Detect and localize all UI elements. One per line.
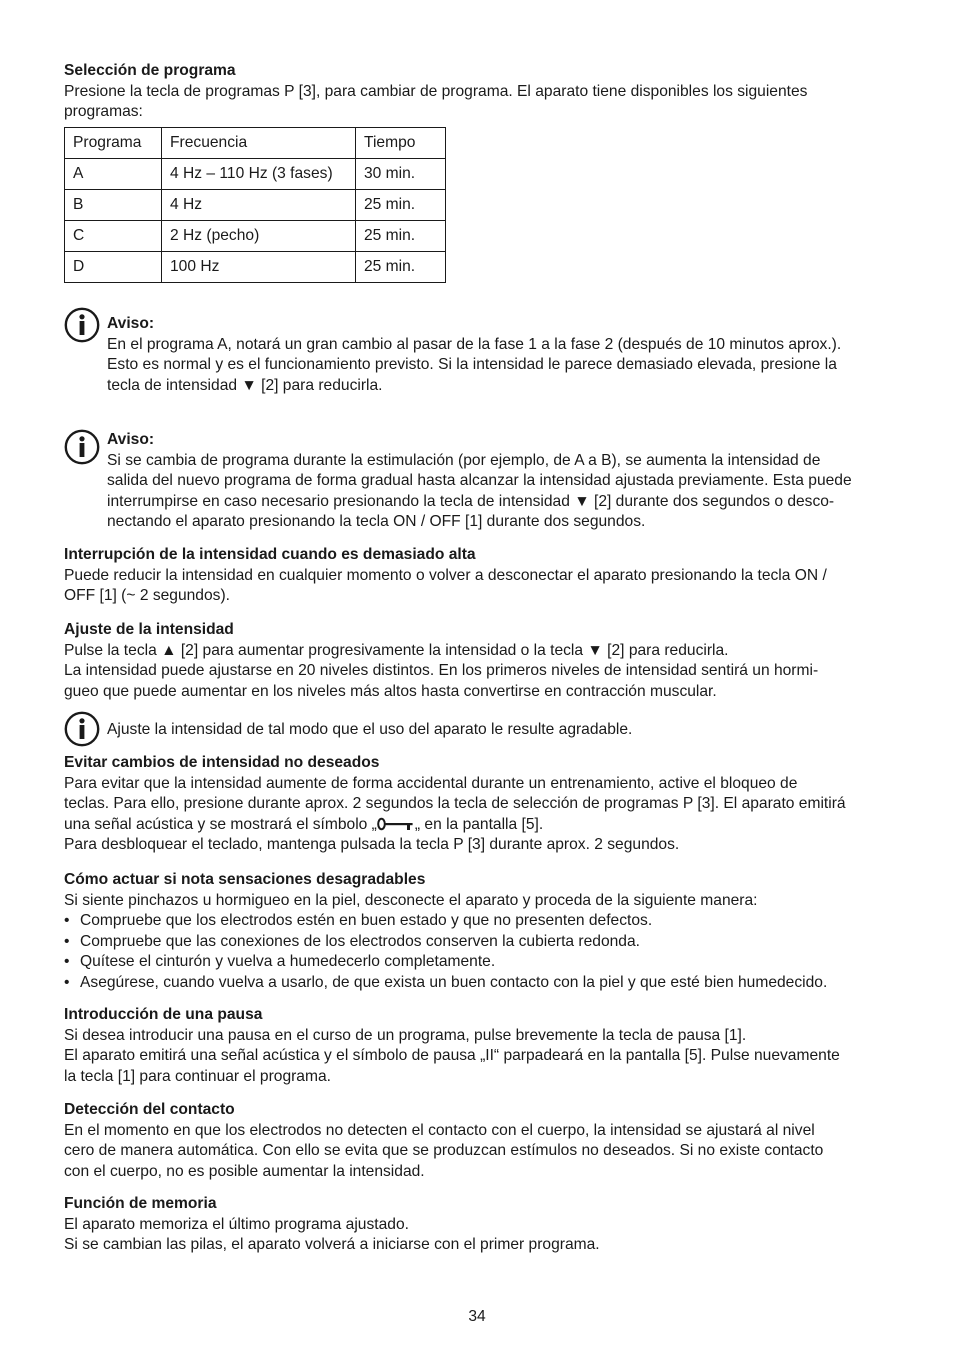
table-header-cell: Tiempo <box>356 128 446 159</box>
page-number: 34 <box>468 1308 486 1325</box>
section-key-lock <box>64 753 894 856</box>
notice-text <box>107 430 897 533</box>
list-item-text: Asegúrese, cuando vuelva a usarlo, de que exista un buen contacto con la piel y que esté bien humedecido. <box>80 973 828 991</box>
table-cell: 2 Hz (pecho) <box>162 221 356 252</box>
notice-title: Aviso: <box>107 431 155 448</box>
bullet-mark: • <box>64 932 70 950</box>
paragraph-line: En el momento en que los electrodos no detecten el contacto con el cuerpo, la intensidad se ajustará al nivel <box>64 1121 815 1139</box>
program-table <box>64 127 446 283</box>
table-cell: 30 min. <box>356 159 446 190</box>
table-cell: B <box>65 190 162 221</box>
table-cell: 4 Hz – 110 Hz (3 fases) <box>162 159 356 190</box>
table-cell: 4 Hz <box>162 190 356 221</box>
text-fragment: una señal acústica y se mostrará el símbolo „ <box>64 815 377 833</box>
notice-line: salida del nuevo programa de forma gradual hasta alcanzar la intensidad ajustada previamente. Esta puede <box>107 472 852 490</box>
list-item <box>64 911 894 932</box>
bullet-list <box>64 911 894 993</box>
section-intensity-interruption <box>64 545 894 607</box>
paragraph-line: El aparato memoriza el último programa ajustado. <box>64 1215 409 1233</box>
key-lock-icon <box>377 817 415 831</box>
table-row <box>65 252 446 283</box>
table-header-row <box>65 128 446 159</box>
notice-line: Esto es normal y es el funcionamiento previsto. Si la intensidad le parece demasiado elevada, presione la <box>107 356 837 374</box>
paragraph-line: teclas. Para ello, presione durante aprox. 2 segundos la tecla de selección de programas P [3]. El aparato emitirá <box>64 795 846 813</box>
notice-line: nectando el aparato presionando la tecla ON / OFF [1] durante dos segundos. <box>107 513 646 531</box>
list-item-text: Compruebe que las conexiones de los electrodos conserven la cubierta redonda. <box>80 932 640 950</box>
notice-text <box>107 314 897 396</box>
table-row <box>65 221 446 252</box>
section-title: Evitar cambios de intensidad no deseados <box>64 754 380 771</box>
info-icon <box>64 711 100 747</box>
paragraph-line: programas: <box>64 103 143 121</box>
table-row <box>65 190 446 221</box>
list-item-text: Compruebe que los electrodos estén en buen estado y que no presenten defectos. <box>80 912 653 930</box>
section-title: Cómo actuar si nota sensaciones desagradables <box>64 871 426 888</box>
paragraph-line: El aparato emitirá una señal acústica y el símbolo de pausa „II“ parpadeará en la pantalla [5]. Pulse nuevamente <box>64 1047 840 1065</box>
table-header-cell: Programa <box>65 128 162 159</box>
table-cell: 25 min. <box>356 221 446 252</box>
table-cell: A <box>65 159 162 190</box>
notice-title: Aviso: <box>107 315 155 332</box>
list-item <box>64 973 894 994</box>
table-cell: 25 min. <box>356 252 446 283</box>
info-icon <box>64 429 100 465</box>
table-cell: C <box>65 221 162 252</box>
paragraph-line: La intensidad puede ajustarse en 20 niveles distintos. En los primeros niveles de intensidad sentirá un hormi- <box>64 662 819 680</box>
table-cell: 100 Hz <box>162 252 356 283</box>
section-title: Selección de programa <box>64 62 236 79</box>
table-cell: D <box>65 252 162 283</box>
notice-line: interrumpirse en caso necesario presionando la tecla de intensidad ▼ [2] durante dos segundos o desco- <box>107 492 835 510</box>
bullet-mark: • <box>64 973 70 991</box>
list-item-text: Quítese el cinturón y vuelva a humedecerlo completamente. <box>80 953 496 971</box>
list-item <box>64 952 894 973</box>
notice-line: En el programa A, notará un gran cambio al pasar de la fase 1 a la fase 2 (después de 10 minutos aprox.). <box>107 335 842 353</box>
bullet-mark: • <box>64 953 70 971</box>
paragraph-line: Para evitar que la intensidad aumente de forma accidental durante un entrenamiento, active el bloqueo de <box>64 774 798 792</box>
paragraph-line: Presione la tecla de programas P [3], para cambiar de programa. El aparato tiene disponibles los siguientes <box>64 82 808 100</box>
paragraph-line: Puede reducir la intensidad en cualquier momento o volver a desconectar el aparato presionando la tecla ON / <box>64 566 827 584</box>
paragraph-line: gueo que puede aumentar en los niveles más altos hasta convertirse en contracción muscular. <box>64 682 717 700</box>
paragraph-line: Pulse la tecla ▲ [2] para aumentar progresivamente la intensidad o la tecla ▼ [2] para reducirla. <box>64 641 729 659</box>
table-row <box>65 159 446 190</box>
section-intensity-adjust <box>64 620 894 702</box>
bullet-mark: • <box>64 912 70 930</box>
section-title: Introducción de una pausa <box>64 1006 263 1023</box>
section-title: Interrupción de la intensidad cuando es demasiado alta <box>64 546 476 563</box>
section-title: Detección del contacto <box>64 1101 235 1118</box>
notice-line: tecla de intensidad ▼ [2] para reducirla. <box>107 376 383 394</box>
paragraph-line: la tecla [1] para continuar el programa. <box>64 1067 331 1085</box>
section-unpleasant-sensations <box>64 870 894 994</box>
section-title: Ajuste de la intensidad <box>64 621 234 638</box>
section-memory <box>64 1194 894 1256</box>
paragraph-line: Para desbloquear el teclado, mantenga pulsada la tecla P [3] durante aprox. 2 segundos. <box>64 836 680 854</box>
table-header-cell: Frecuencia <box>162 128 356 159</box>
text-fragment: „ en la pantalla [5]. <box>414 815 544 833</box>
section-program-selection <box>64 61 894 123</box>
paragraph-line: Si siente pinchazos u hormigueo en la piel, desconecte el aparato y proceda de la siguiente manera: <box>64 891 758 909</box>
paragraph-line: con el cuerpo, no es posible aumentar la intensidad. <box>64 1162 425 1180</box>
section-title: Función de memoria <box>64 1195 217 1212</box>
paragraph-line <box>64 815 894 836</box>
section-contact-detection <box>64 1100 894 1182</box>
paragraph-line: Si desea introducir una pausa en el curso de un programa, pulse brevemente la tecla de pausa [1]. <box>64 1026 747 1044</box>
paragraph-line: Si se cambian las pilas, el aparato volverá a iniciarse con el primer programa. <box>64 1236 600 1254</box>
table-cell: 25 min. <box>356 190 446 221</box>
paragraph-line: OFF [1] (~ 2 segundos). <box>64 587 230 605</box>
info-icon <box>64 307 100 343</box>
paragraph-line: cero de manera automática. Con ello se evita que se produzcan estímulos no deseados. Si no existe contacto <box>64 1142 824 1160</box>
notice-line: Si se cambia de programa durante la estimulación (por ejemplo, de A a B), se aumenta la intensidad de <box>107 451 821 469</box>
notice-text: Ajuste la intensidad de tal modo que el uso del aparato le resulte agradable. <box>107 721 633 738</box>
list-item <box>64 932 894 953</box>
section-pause <box>64 1005 894 1087</box>
